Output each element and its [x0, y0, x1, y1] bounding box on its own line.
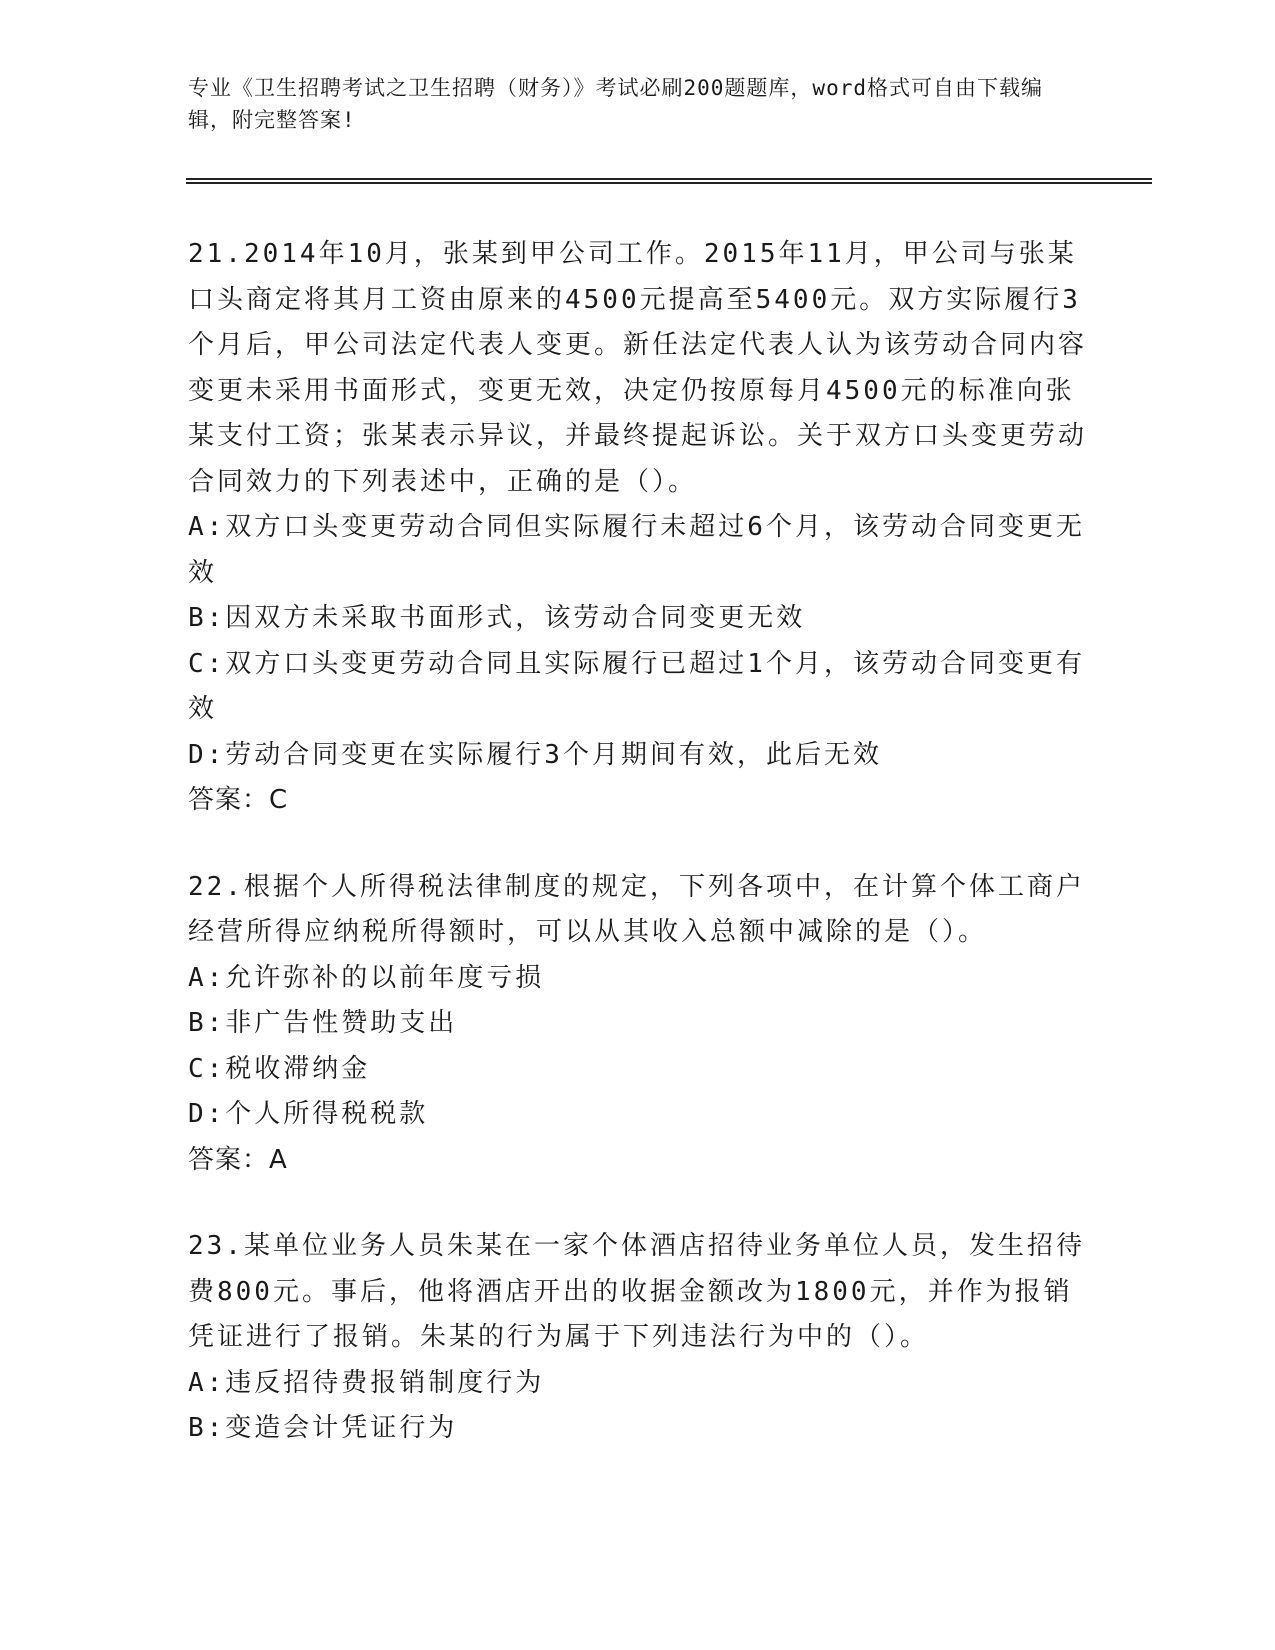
answer-line: 答案：A	[188, 1144, 288, 1175]
question-23	[188, 1224, 1088, 1452]
option-c: C:双方口头变更劳动合同且实际履行已超过1个月，该劳动合同变更有效	[188, 648, 1085, 724]
option-a: A:违反招待费报销制度行为	[188, 1367, 545, 1398]
option-d: D:劳动合同变更在实际履行3个月期间有效，此后无效	[188, 739, 882, 770]
question-list	[188, 232, 1088, 1493]
option-b: B:变造会计凭证行为	[188, 1413, 458, 1443]
option-b: B:非广告性赞助支出	[188, 1008, 458, 1038]
option-a: A:双方口头变更劳动合同但实际履行未超过6个月，该劳动合同变更无效	[188, 512, 1085, 588]
option-d: D:个人所得税税款	[188, 1099, 429, 1129]
document-header: 专业《卫生招聘考试之卫生招聘（财务）》考试必刷200题题库，word格式可自由下载编辑，附完整答案!	[188, 76, 1043, 132]
option-a: A:允许弥补的以前年度亏损	[188, 962, 545, 993]
option-b: B:因双方未采取书面形式，该劳动合同变更无效	[188, 603, 806, 633]
answer-line: 答案：C	[188, 785, 289, 815]
header-divider-bottom	[186, 182, 1152, 184]
question-stem: 21.2014年10月，张某到甲公司工作。2015年11月，甲公司与张某口头商定将其月工资由原来的4500元提高至5400元。双方实际履行3个月后，甲公司法定代表人变更。新任法定代表人认为该劳动合同内容变更未采用书面形式，变更无效，决定仍按原每月4500元的标准向张某支付工资；张某表示异议，并最终提起诉讼。关于双方口头变更劳动合同效力的下列表述中，正确的是（）。	[188, 239, 1088, 497]
option-c: C:税收滞纳金	[188, 1053, 371, 1084]
question-22	[188, 865, 1088, 1184]
question-stem: 22.根据个人所得税法律制度的规定，下列各项中，在计算个体工商户经营所得应纳税所得额时，可以从其收入总额中减除的是（）。	[188, 871, 1085, 947]
question-21	[188, 232, 1088, 824]
question-stem: 23.某单位业务人员朱某在一家个体酒店招待业务单位人员，发生招待费800元。事后，他将酒店开出的收据金额改为1800元，并作为报销凭证进行了报销。朱某的行为属于下列违法行为中的（）。	[188, 1231, 1085, 1352]
header-divider-top	[186, 178, 1152, 180]
